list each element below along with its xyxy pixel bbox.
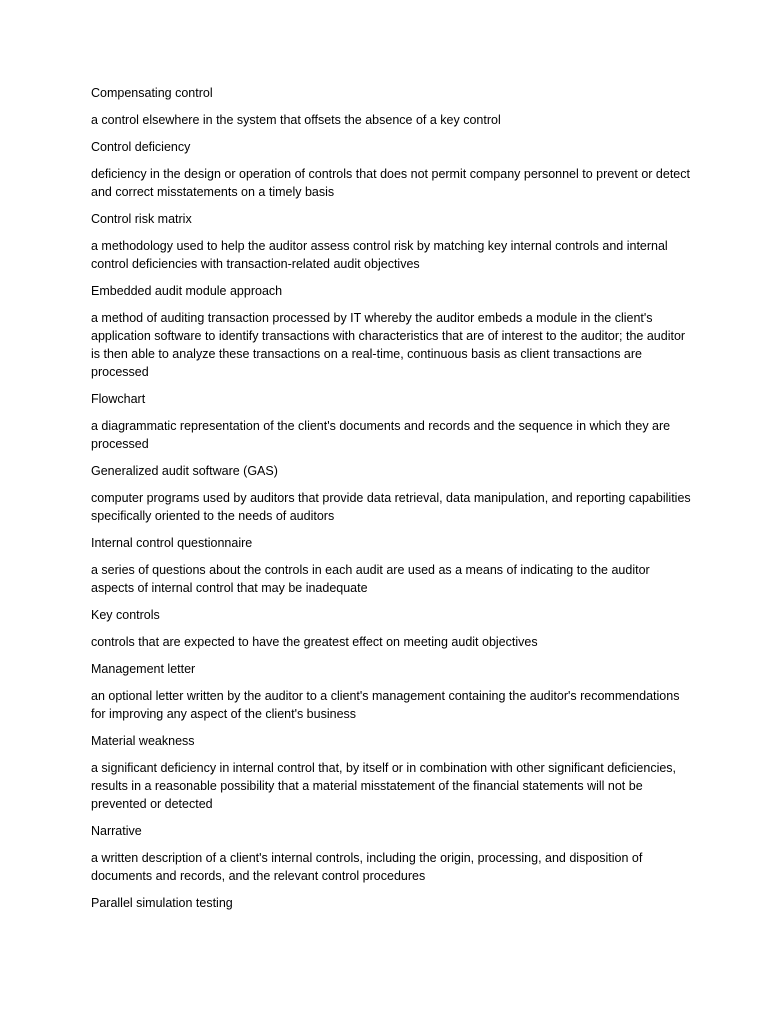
definition-internal-control-questionnaire: a series of questions about the controls in each audit are used as a means of indicating to the auditor aspects of internal control that may be inadequate — [91, 563, 650, 595]
definition-compensating-control: a control elsewhere in the system that offsets the absence of a key control — [91, 113, 501, 127]
definition-generalized-audit-software: computer programs used by auditors that provide data retrieval, data manipulation, and reporting capabilities specifically oriented to the needs of auditors — [91, 491, 691, 523]
term-management-letter: Management letter — [91, 662, 196, 676]
term-material-weakness: Material weakness — [91, 734, 195, 748]
term-compensating-control: Compensating control — [91, 86, 213, 100]
term-key-controls: Key controls — [91, 608, 160, 622]
term-narrative: Narrative — [91, 824, 142, 838]
definition-control-risk-matrix: a methodology used to help the auditor assess control risk by matching key internal controls and internal control deficiencies with transaction-related audit objectives — [91, 239, 668, 271]
definition-narrative: a written description of a client's internal controls, including the origin, processing, and disposition of documents and records, and the relevant control procedures — [91, 851, 643, 883]
term-internal-control-questionnaire: Internal control questionnaire — [91, 536, 253, 550]
definition-management-letter: an optional letter written by the auditor to a client's management containing the auditor's recommendations for improving any aspect of the client's business — [91, 689, 680, 721]
definition-key-controls: controls that are expected to have the greatest effect on meeting audit objectives — [91, 635, 538, 649]
definition-material-weakness: a significant deficiency in internal control that, by itself or in combination with other significant deficiencies, results in a reasonable possibility that a material misstatement of the financial statements will not be prevented or detected — [91, 761, 677, 811]
term-control-risk-matrix: Control risk matrix — [91, 212, 192, 226]
definition-control-deficiency: deficiency in the design or operation of controls that does not permit company personnel to prevent or detect and correct misstatements on a timely basis — [91, 167, 690, 199]
definition-flowchart: a diagrammatic representation of the client's documents and records and the sequence in which they are processed — [91, 419, 671, 451]
term-flowchart: Flowchart — [91, 392, 146, 406]
term-parallel-simulation-testing: Parallel simulation testing — [91, 896, 233, 910]
term-generalized-audit-software: Generalized audit software (GAS) — [91, 464, 278, 478]
definition-embedded-audit-module-approach: a method of auditing transaction processed by IT whereby the auditor embeds a module in the client's application software to identify transactions with characteristics that are of interest to the auditor; the auditor is then able to analyze these transactions on a real-time, continuous basis as client transactions are processed — [91, 311, 686, 379]
document-page — [91, 84, 691, 921]
term-embedded-audit-module-approach: Embedded audit module approach — [91, 284, 283, 298]
term-control-deficiency: Control deficiency — [91, 140, 191, 154]
